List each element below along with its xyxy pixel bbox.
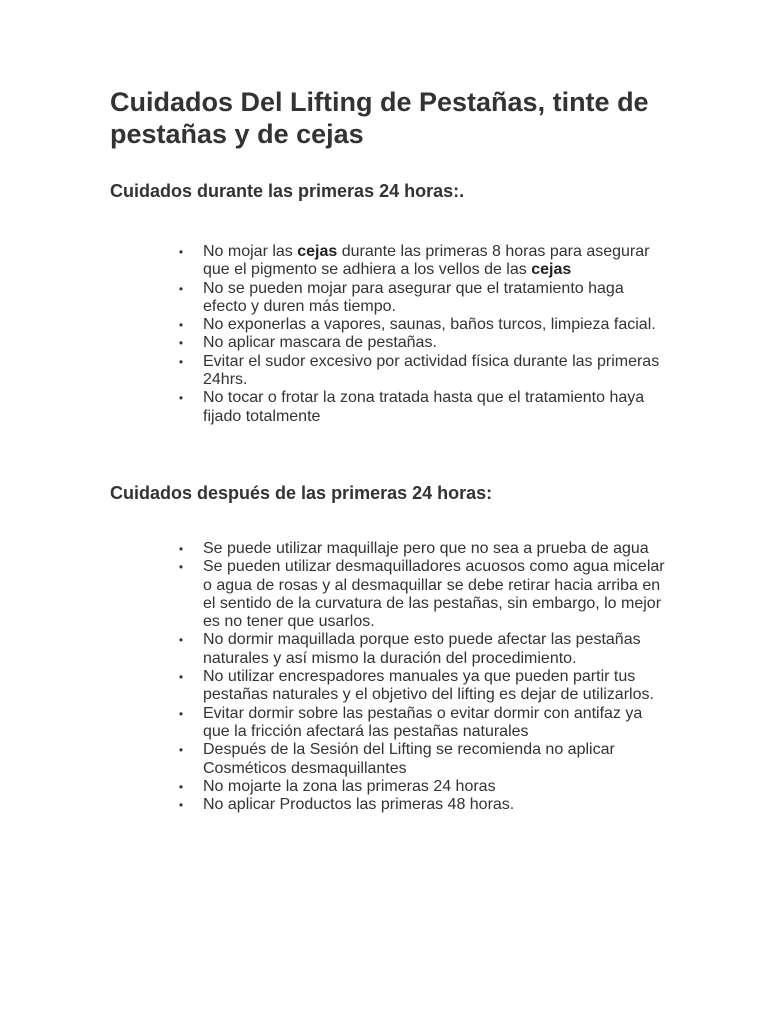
bullet-icon: • (178, 670, 184, 685)
bullet-icon: • (178, 706, 184, 721)
list-item-text: No aplicar Productos las primeras 48 horas. (203, 796, 515, 814)
list-item (176, 668, 666, 705)
bullet-icon: • (178, 633, 184, 648)
bullet-icon: • (178, 542, 184, 556)
bullet-icon: • (178, 245, 184, 259)
bullet-icon: • (178, 743, 184, 758)
section-heading-first-24h: Cuidados durante las primeras 24 horas:. (110, 181, 465, 201)
list-item (176, 316, 666, 334)
care-list-after-24h (176, 540, 666, 814)
list-item-text: Evitar el sudor excesivo por actividad física durante las primeras 24hrs. (203, 352, 660, 389)
list-item (176, 280, 666, 317)
section-heading-after-24h: Cuidados después de las primeras 24 horas: (110, 483, 493, 503)
list-item (176, 705, 666, 742)
list-item-text: Se puede utilizar maquillaje pero que no sea a prueba de agua (203, 540, 649, 557)
list-item (176, 558, 666, 631)
page-title: Cuidados Del Lifting de Pestañas, tinte de pestañas y de cejas (110, 87, 649, 149)
list-item (176, 631, 666, 668)
list-item (176, 778, 666, 796)
bullet-icon: • (178, 318, 184, 333)
list-item (176, 389, 666, 426)
list-item (176, 243, 666, 280)
list-item (176, 540, 666, 558)
list-item-text: No aplicar mascara de pestañas. (203, 334, 437, 352)
list-item-text: Evitar dormir sobre las pestañas o evitar dormir con antifaz ya que la fricción afectará las pestañas naturales (203, 704, 643, 740)
list-item-text: No exponerlas a vapores, saunas, baños turcos, limpieza facial. (203, 316, 656, 334)
bullet-icon: • (178, 281, 184, 296)
list-item-text: No tocar o frotar la zona tratada hasta que el tratamiento haya fijado totalmente (203, 389, 645, 425)
list-item (176, 353, 666, 390)
list-item-text: No mojar las (203, 243, 298, 260)
bullet-icon: • (178, 391, 184, 406)
list-item-text: No se pueden mojar para asegurar que el tratamiento haga efecto y duren más tiempo. (203, 279, 624, 315)
care-list-first-24h (176, 243, 666, 426)
bullet-icon: • (178, 560, 184, 575)
list-item (176, 334, 666, 352)
bold-text: cejas (297, 243, 338, 260)
bullet-icon: • (178, 354, 184, 369)
list-item-text: No mojarte la zona las primeras 24 horas (203, 777, 496, 795)
list-item-text: Se pueden utilizar desmaquilladores acuosos como agua micelar o agua de rosas y al desmaquillar se debe retirar hacia arriba en el sentido de la curvatura de las pestañas, sin embargo, lo mejor es no tener que usarlos. (203, 558, 665, 631)
bullet-icon: • (178, 336, 184, 351)
list-item (176, 796, 666, 814)
list-item-text: durante las primeras 8 horas para asegurar que el pigmento se adhiera a los vellos de las (203, 243, 650, 279)
list-item-text: No dormir maquillada porque esto puede afectar las pestañas naturales y así mismo la duración del procedimiento. (203, 631, 641, 667)
list-item-text: Después de la Sesión del Lifting se recomienda no aplicar Cosméticos desmaquillantes (203, 741, 615, 777)
list-item-text: No utilizar encrespadores manuales ya que pueden partir tus pestañas naturales y el objetivo del lifting es dejar de utilizarlos. (203, 668, 654, 704)
bold-text: cejas (531, 261, 572, 279)
bullet-icon: • (178, 798, 184, 813)
list-item (176, 741, 666, 778)
bullet-icon: • (178, 779, 184, 794)
